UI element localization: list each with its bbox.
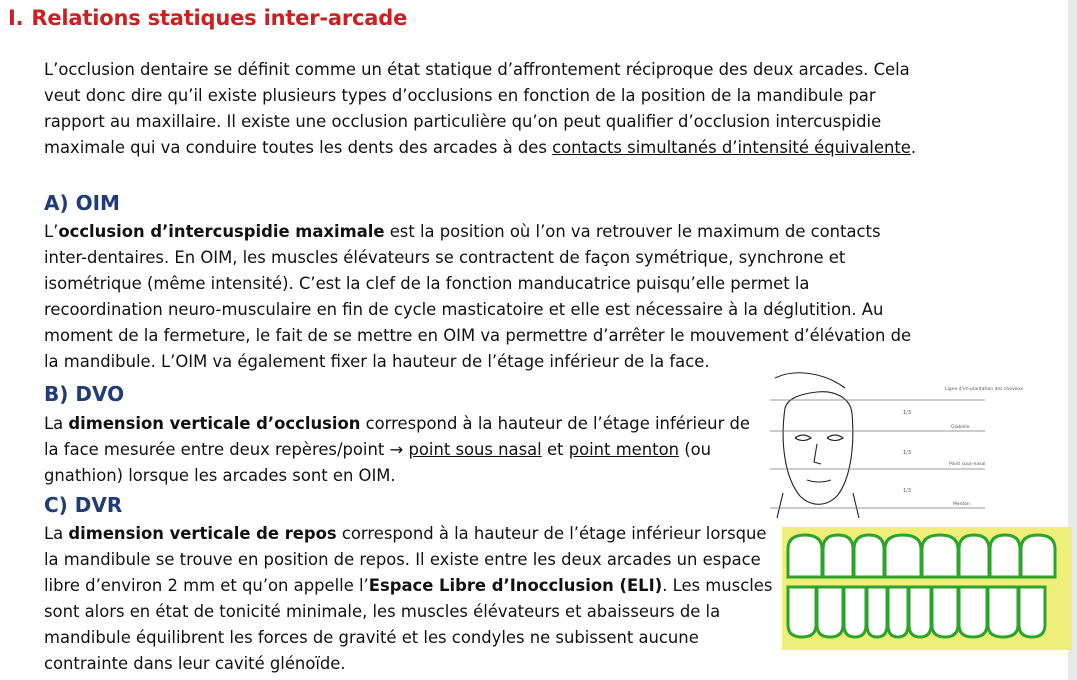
dvr-bold-lead: dimension verticale de repos [68, 524, 337, 543]
oim-bold-lead: occlusion d’intercuspidie maximale [58, 222, 385, 241]
face-thirds-figure [755, 368, 1023, 528]
section-heading-dvr: C) DVR [44, 493, 123, 517]
title-number: I. [8, 6, 24, 30]
hair-line-stroke [775, 373, 845, 388]
lower-tooth [867, 587, 887, 637]
dvo-text: correspond à la hauteur de l’étage inférieur de la face mesurée entre deux repères/point → [44, 414, 751, 459]
oim-pre: L’ [44, 222, 59, 241]
left-eye [795, 435, 811, 441]
section-heading-oim: A) OIM [44, 191, 120, 215]
lower-tooth [909, 587, 931, 637]
intro-paragraph [44, 57, 924, 161]
dvr-end: . Les muscles sont alors en état de tonicité minimale, les muscles élévateurs et abaisseurs de la mandibule équilibrent les forces de gravité et les condyles ne subissent aucune contrainte dans leur cavité glénoïde. [44, 576, 773, 673]
nose [814, 444, 821, 464]
dvr-bold-eli: Espace Libre d’Inocclusion (ELI) [368, 576, 663, 595]
upper-tooth [788, 535, 822, 577]
label-hairline: Ligne d’im-plantation des cheveux [945, 387, 1023, 392]
upper-tooth [922, 535, 958, 577]
dvo-link-point-menton: point menton [568, 440, 679, 459]
neck-lines [777, 493, 859, 518]
lower-tooth [844, 587, 866, 637]
teeth-arcades-figure [782, 527, 1072, 650]
label-menton: Menton [953, 502, 970, 507]
upper-tooth [885, 535, 921, 577]
label-glabella: Glabelle [951, 425, 970, 430]
third-label-2: 1/3 [903, 450, 912, 456]
dvr-pre: La [44, 524, 69, 543]
intro-underlined: contacts simultanés d’intensité équivalente [552, 138, 911, 157]
upper-tooth [959, 535, 989, 577]
face-outline [783, 392, 853, 505]
page-title [8, 6, 407, 30]
label-subnasal: Point sous-nasal [949, 462, 986, 467]
lower-arcade [788, 587, 1045, 637]
title-text: Relations statiques inter-arcade [31, 6, 408, 30]
dvo-pre: La [44, 414, 69, 433]
dvo-paragraph [44, 411, 764, 489]
intro-end: . [910, 138, 917, 157]
third-label-1: 1/3 [903, 410, 912, 416]
mouth [807, 480, 831, 482]
right-eye [827, 435, 843, 441]
dvr-paragraph [44, 521, 774, 677]
dvo-link-point-sous-nasal: point sous nasal [408, 440, 542, 459]
lower-tooth [1019, 587, 1045, 637]
lower-tooth [988, 587, 1018, 637]
upper-tooth [823, 535, 853, 577]
lower-tooth [959, 587, 987, 637]
third-label-3: 1/3 [903, 488, 912, 494]
section-heading-dvo: B) DVO [44, 382, 125, 406]
dvo-end: (ou gnathion) lorsque les arcades sont en OIM. [44, 440, 712, 485]
oim-text: est la position où l’on va retrouver le maximum de contacts inter-dentaires. En OIM, les muscles élévateurs se contractent de façon symétrique, synchrone et isométrique (même intensité). C’est la clef de la fonction manducatrice puisqu’elle permet la recoordination neuro-musculaire en fin de cycle masticatoire et elle est nécessaire à la déglutition. Au moment de la fermeture, le fait de se mettre en OIM va permettre d’arrêter le mouvement d’élévation de la mandibule. L’OIM va également fixer la hauteur de l’étage inférieur de la face. [44, 222, 912, 371]
lower-tooth [817, 587, 843, 637]
upper-tooth [1021, 535, 1055, 577]
upper-tooth [990, 535, 1020, 577]
dvo-mid: et [541, 440, 569, 459]
oim-paragraph [44, 219, 919, 375]
dvr-text: correspond à la hauteur de l’étage inférieur lorsque la mandibule se trouve en position de repos. Il existe entre les deux arcades un espace libre d’environ 2 mm et qu’on appelle l’ [44, 524, 767, 595]
upper-tooth [854, 535, 884, 577]
lower-tooth [888, 587, 908, 637]
dvo-bold-lead: dimension verticale d’occlusion [68, 414, 361, 433]
intro-text: L’occlusion dentaire se définit comme un état statique d’affrontement réciproque des deux arcades. Cela veut donc dire qu’il existe plusieurs types d’occlusions en fonction de la position de la mandibule par rapport au maxillaire. Il existe une occlusion particulière qu’on peut qualifier d’occlusion intercuspidie maximale qui va conduire toutes les dents des arcades à des [44, 60, 910, 157]
lower-tooth [788, 587, 816, 637]
lower-tooth [932, 587, 958, 637]
